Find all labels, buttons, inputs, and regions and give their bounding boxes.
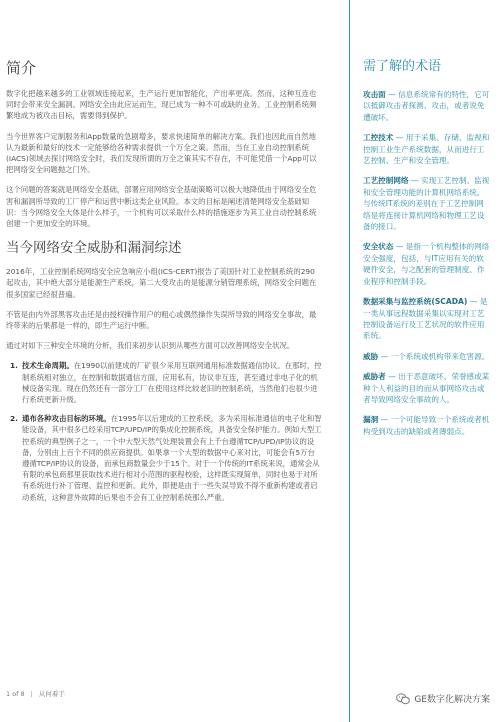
glossary-term: [363, 89, 491, 123]
glossary-title: 需了解的术语: [363, 59, 442, 74]
glossary-term: [363, 414, 491, 437]
page-number: 1 of 8: [6, 690, 25, 698]
term-definition: — 实现工艺控制、监视和安全管理功能的计算机网络系统，与传统IT系统的差别在于工艺控制网络是将连接计算机网络和物理工艺设备的接口。: [363, 176, 490, 232]
list-item: [6, 413, 322, 503]
term-definition: — 出于恶意破坏、荣誉感或某种个人利益的目的而从事网络攻击或者导致网络安全事故的人。: [363, 372, 490, 404]
list-item-text: 在1990以前建成的厂矿很少采用互联网通用标准数据通信协议。在那时，控制系统相对独立，在控制和数据通信方面，应用私有，协议非互连，甚至通过非电子化的机械设备实现。现在仍然还有一部分工厂在使用这样比较老旧的控制系统，当然他们也很少进行系统更新升级。: [22, 361, 322, 405]
glossary-term: [363, 296, 491, 342]
intro-paragraph: 这个问题的答案就是网络安全基础，部署应用网络安全基础策略可以极大地降低由于网络安全危害和漏洞所导致的工厂停产和运营中断这类企业风险。本文的目标是阐述清楚网络安全基础知识：当今网络安全大体是什么样子，一个机构可以采取什么样的措施逐步为其工业自动控制系统创建一个更加安全的环境。: [6, 185, 317, 229]
glossary-term: [363, 371, 491, 405]
glossary-term: [363, 351, 491, 362]
column-divider: [349, 0, 350, 722]
term-name: 漏洞: [363, 415, 379, 425]
term-name: 威胁者: [363, 372, 386, 382]
intro-paragraph: 当今世界客户定制服务和App数量的急剧增多，要求快速简单的解决方案。我们也因此而自然地认为最新和最好的技术一定能够给各种需求提供一个万全之策。然而，当在工业自动控制系统(IACS)领域去探讨网络安全时，我们发现所谓的万全之策其实不存在，不可能凭借一个App可以把网络安全问题抛之门外。: [6, 131, 317, 175]
list-number: 2.: [10, 414, 18, 424]
term-definition: — 一个可能导致一个系统或者机构受到攻击的缺陷或者薄弱点。: [363, 415, 490, 436]
list-item-lead: 通布各种攻击目标的环境。: [22, 414, 111, 424]
term-definition: — 信息系统常有的特性，它可以抵御攻击者探测、攻击，或者说免遭破坏。: [363, 90, 490, 122]
term-name: 威胁: [363, 351, 379, 361]
wechat-icon: [396, 693, 410, 705]
list-item: [6, 360, 322, 405]
threat-list: [6, 360, 322, 502]
main-column: [6, 58, 322, 511]
watermark-brand: GE数字化解决方案: [414, 695, 490, 705]
glossary-term: [363, 241, 491, 287]
term-name: 工控技术: [363, 133, 394, 143]
glossary-term: [363, 175, 491, 232]
watermark: [396, 692, 490, 705]
intro-paragraph: 数字化把越来越多的工业领域连接起来，生产运行更加智能化，产出率更高。然而，这种互连也同时会带来安全漏洞。网络安全由此应运而生，现已成为一种不可或缺的业务。工业控制系统频繁地成为被攻击目标，需要得到保护。: [6, 89, 317, 121]
section-title-intro: 简介: [6, 59, 37, 77]
term-name: 安全状态: [363, 242, 394, 252]
term-definition: — 用于采集、存储、监视和控制工业生产系统数据，从而进行工艺控制、生产和安全管理。: [363, 133, 490, 166]
section-title-threats: 当今网络安全威胁和漏洞综述: [6, 240, 182, 257]
list-item-text: 在1995年以后建成的工控系统，多为采用标准通信的电子化和智能设备，其中很多已经采用TCP/UPD/IP的集成化控制系统，具备安全保护能力。例如大型工控系统的典型例子之一，一个中大型天然气处理装置会有上千台遵循TCP/UPD/IP协议的设备，分别由上百个不同的供应商提供。如果拿一个大型的数据中心来对比，可能会有5万台遵循TCP/IP协议的设备，而承包商数量会少于15个。对于一个传统的IT系统来说，通常会从有限的承包商那里获取技术进行相对小范围的驱程校验，这样既实现简单，同时也易于对所有系统进行补丁管理、监控和更新。此外，即便是由于一些失误导致不得不重新构建或者启动系统，这种意外故障的后果也不会有工业控制系统那么严重。: [22, 414, 322, 502]
term-name: 工艺控制网络: [363, 176, 409, 186]
term-definition: — 是一类从事远程数据采集以实现对工艺控制设备运行及工艺状况的软件应用系统。: [363, 297, 488, 341]
list-item-lead: 技术生命周期。: [22, 361, 74, 371]
term-definition: — 一个系统或机构带来危害源。: [380, 351, 490, 361]
term-name: 数据采集与监控系统(SCADA): [363, 297, 468, 307]
footer-title: 从何着手: [38, 690, 65, 698]
list-number: 1.: [10, 361, 18, 371]
glossary-sidebar: [363, 58, 491, 446]
threats-paragraph: 通过对如下三种安全环境的分析，我们来初步认识到从哪些方面可以改善网络安全状况。: [6, 341, 295, 351]
term-name: 攻击面: [363, 90, 386, 99]
page-footer: 1 of 8 | 从何着手: [6, 690, 65, 698]
threats-paragraph: 不管是由内外部黑客攻击还是由授权操作用户的粗心或偶然操作失误所导致的网络安全事故，最终带来的后果都是一样的，即生产运行中断。: [6, 309, 317, 331]
term-definition: — 是指一个机构整体的网络安全强度，包括，与IT应用有关的软硬件安全，与之配套的管理制度、作业程序和控制手段。: [363, 242, 490, 286]
threats-paragraph: 2016年，工业控制系统网络安全应急响应小组(ICS-CERT)报告了美国针对工业控制系统的290起攻击，其中绝大部分是能源生产系统，第二大受攻击的是能源分销管理系统，网络安全问题在很多国家已经很普遍。: [6, 267, 317, 299]
glossary-term: [363, 132, 491, 166]
